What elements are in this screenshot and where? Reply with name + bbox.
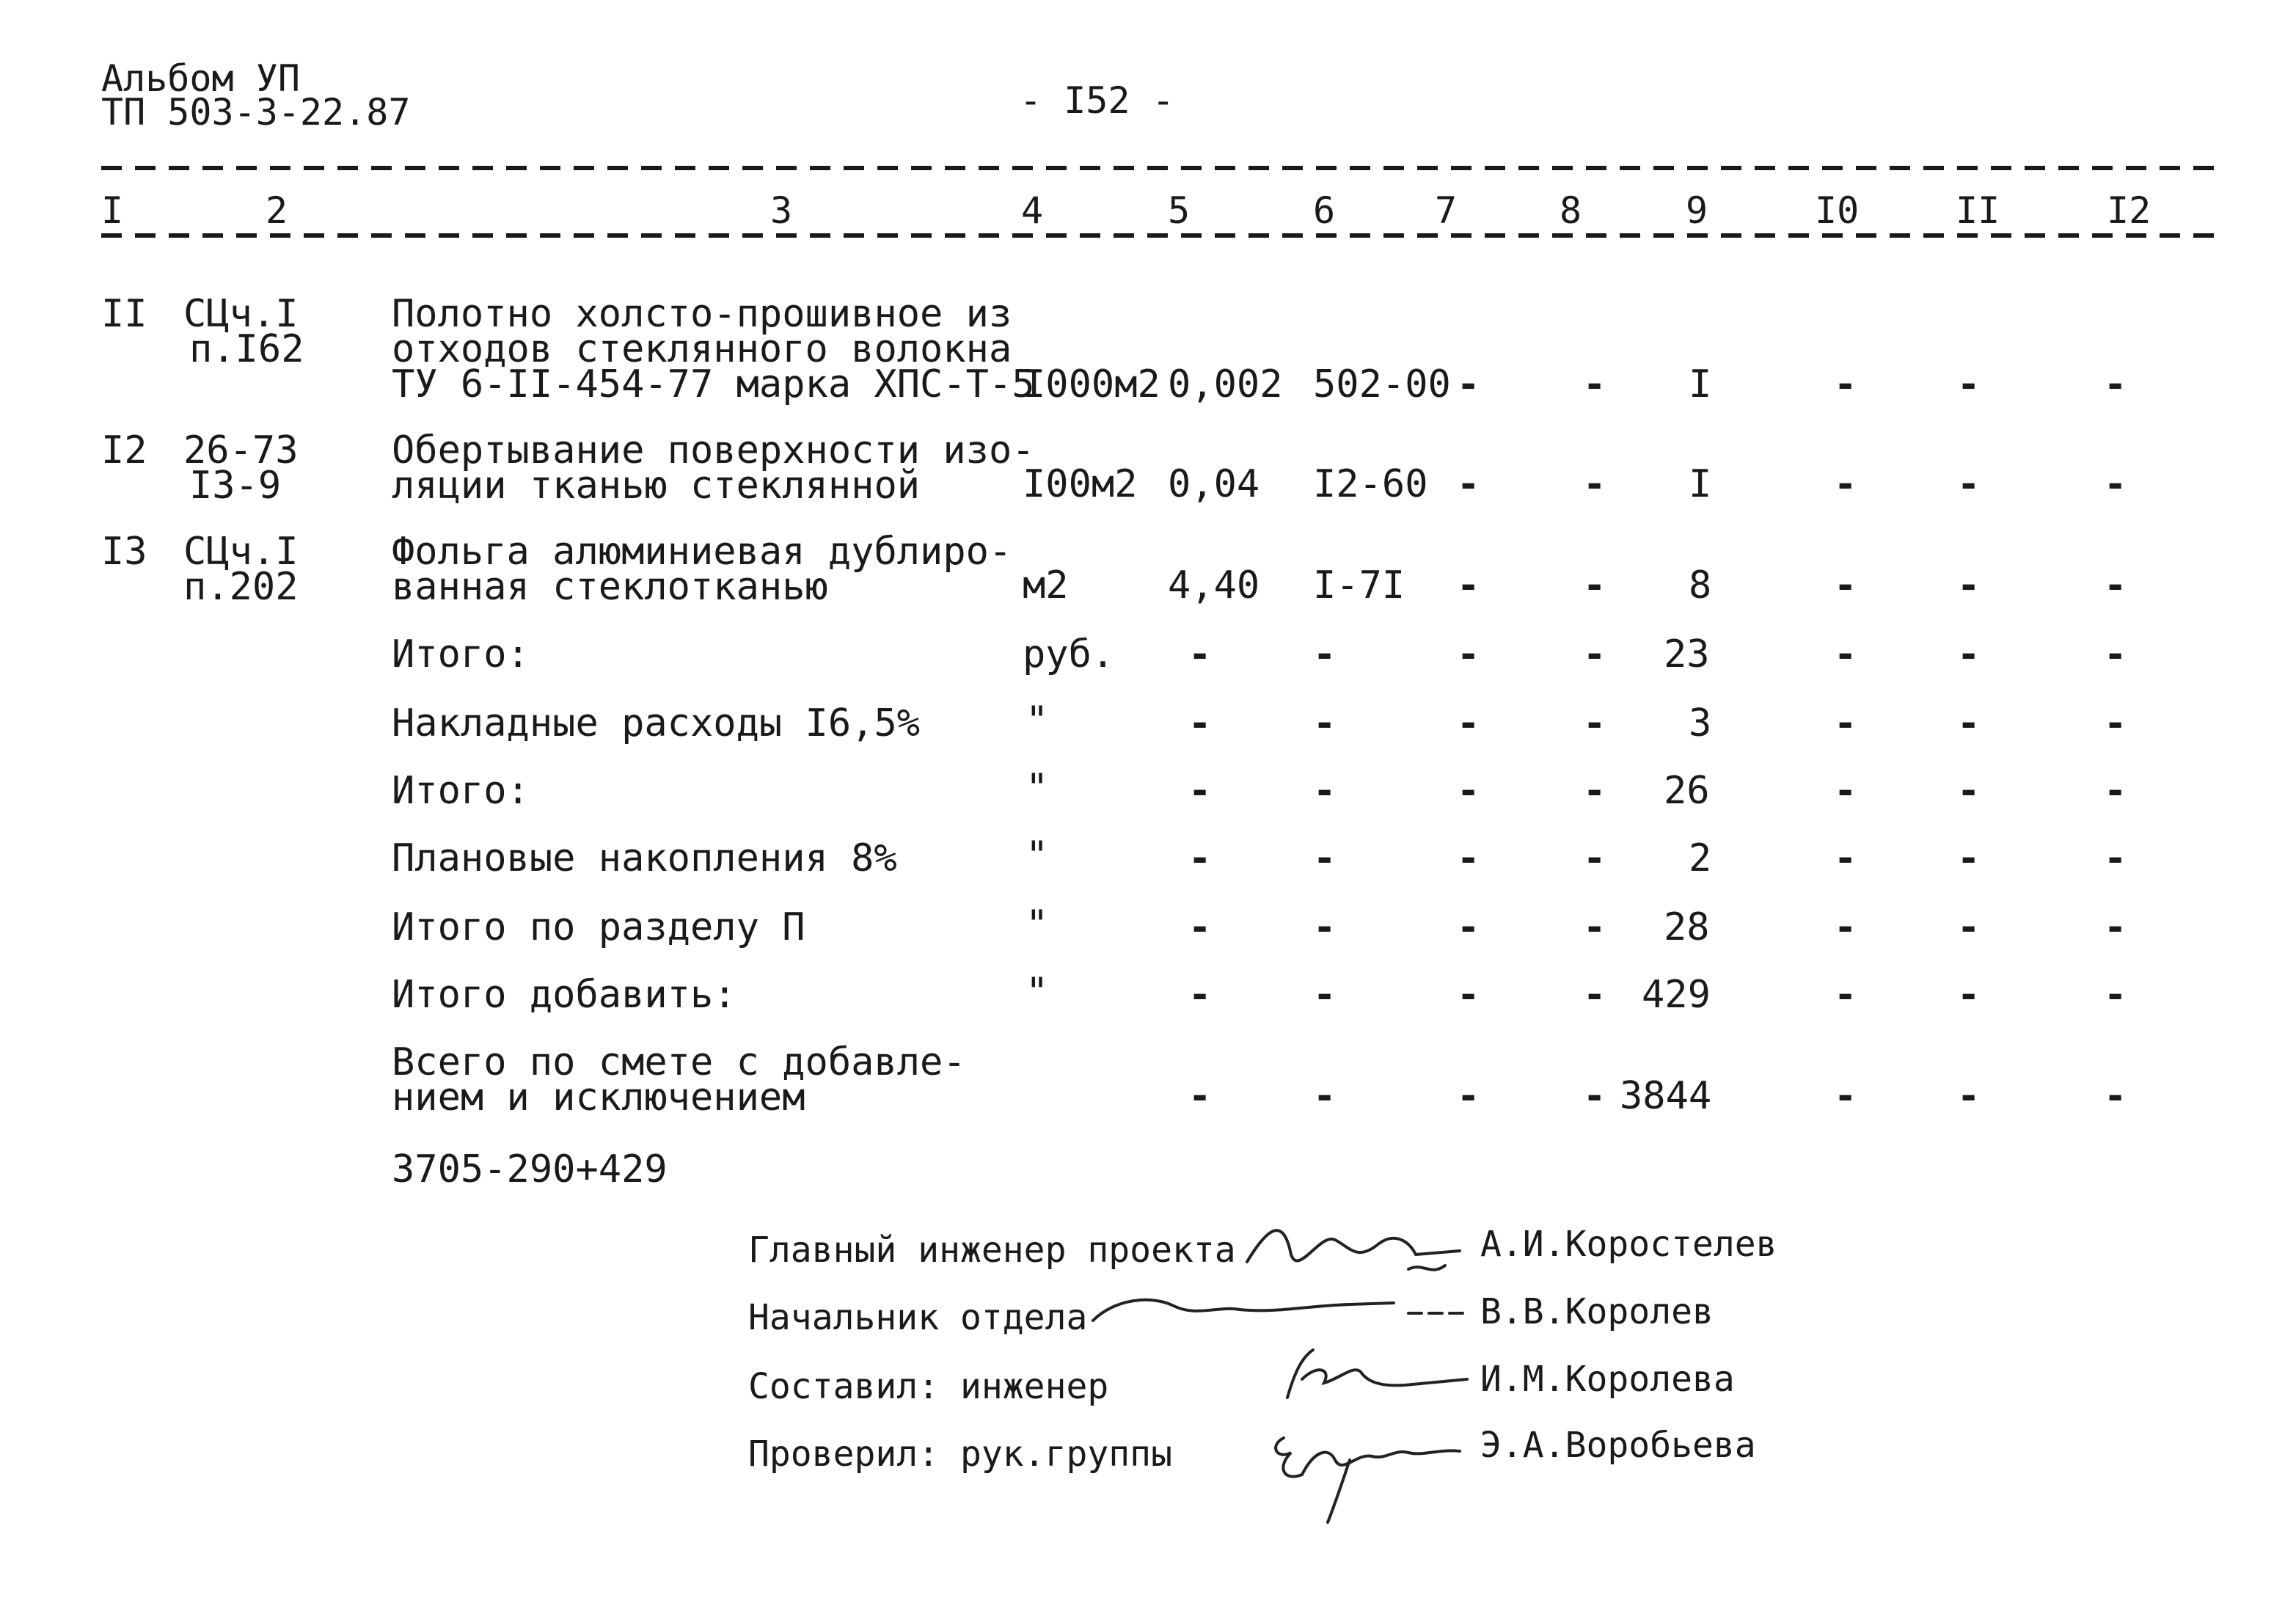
row-description: ТУ 6-II-454-77 марка ХПС-Т-5 bbox=[392, 362, 1035, 406]
row-quantity: 0,002 bbox=[1168, 362, 1283, 406]
summary-col8: - bbox=[1583, 973, 1606, 1017]
summary-col10: - bbox=[1834, 1074, 1857, 1118]
column-number: II bbox=[1956, 189, 2000, 232]
summary-col7: - bbox=[1457, 632, 1480, 676]
summary-label: Итого добавить: bbox=[392, 973, 736, 1017]
summary-col5: - bbox=[1188, 632, 1212, 676]
row-code: п.I62 bbox=[189, 327, 304, 371]
column-number: I2 bbox=[2107, 189, 2151, 232]
row-unit: м2 bbox=[1023, 563, 1069, 607]
summary-col6: - bbox=[1313, 701, 1337, 745]
summary-col8: - bbox=[1583, 905, 1606, 949]
signature-name: Э.А.Воробьева bbox=[1480, 1425, 1756, 1466]
summary-col10: - bbox=[1834, 632, 1857, 676]
signature-role: Составил: инженер bbox=[748, 1366, 1109, 1407]
column-number: 3 bbox=[770, 189, 793, 232]
summary-col6: - bbox=[1313, 905, 1337, 949]
summary-col10: - bbox=[1834, 836, 1857, 880]
summary-col8: - bbox=[1583, 632, 1606, 676]
summary-col5: - bbox=[1188, 701, 1212, 745]
row-col11: - bbox=[1957, 362, 1981, 406]
summary-label: нием и исключением bbox=[392, 1076, 805, 1120]
signature-role: Проверил: рук.группы bbox=[748, 1434, 1172, 1475]
summary-col5: - bbox=[1188, 836, 1212, 880]
row-code: п.202 bbox=[183, 565, 299, 609]
row-col10: - bbox=[1834, 462, 1857, 506]
row-description: ляции тканью стеклянной bbox=[392, 464, 921, 508]
summary-col7: - bbox=[1457, 973, 1480, 1017]
summary-col10: - bbox=[1834, 701, 1857, 745]
summary-col7: - bbox=[1457, 836, 1480, 880]
summary-col7: - bbox=[1457, 905, 1480, 949]
row-quantity: 4,40 bbox=[1168, 563, 1260, 607]
row-col8: - bbox=[1583, 462, 1606, 506]
row-number: I3 bbox=[101, 530, 147, 574]
row-col9: I bbox=[1689, 462, 1712, 506]
header-top-rule bbox=[101, 166, 2214, 170]
summary-col8: - bbox=[1583, 701, 1606, 745]
row-price: 502-00 bbox=[1313, 362, 1451, 406]
row-col10: - bbox=[1834, 563, 1857, 607]
row-col8: - bbox=[1583, 362, 1606, 406]
row-col9: I bbox=[1689, 362, 1712, 406]
row-unit: I00м2 bbox=[1023, 462, 1138, 506]
row-col12: - bbox=[2104, 362, 2127, 406]
summary-col5: - bbox=[1188, 973, 1212, 1017]
column-number: 2 bbox=[266, 189, 288, 232]
column-number: 7 bbox=[1435, 189, 1458, 232]
row-description: Обертывание поверхности изо- bbox=[392, 428, 1035, 472]
summary-col8: - bbox=[1583, 836, 1606, 880]
row-col12: - bbox=[2104, 563, 2127, 607]
row-col8: - bbox=[1583, 563, 1606, 607]
row-code: 26-73 bbox=[183, 428, 299, 472]
summary-col5: - bbox=[1188, 905, 1212, 949]
row-col7: - bbox=[1457, 462, 1480, 506]
signature-name: В.В.Королев bbox=[1480, 1291, 1714, 1332]
column-number: 9 bbox=[1686, 189, 1708, 232]
summary-label: Итого: bbox=[392, 632, 530, 676]
row-unit: I000м2 bbox=[1023, 362, 1160, 406]
summary-total: 429 bbox=[1642, 973, 1711, 1017]
signature-mark bbox=[1240, 1211, 1482, 1291]
summary-col10: - bbox=[1834, 973, 1857, 1017]
summary-unit: " bbox=[1025, 833, 1049, 877]
row-col7: - bbox=[1457, 362, 1480, 406]
signature-mark bbox=[1262, 1409, 1482, 1526]
summary-label: Итого: bbox=[392, 769, 530, 813]
header-bottom-rule bbox=[101, 233, 2214, 238]
row-col11: - bbox=[1957, 563, 1981, 607]
summary-total: 28 bbox=[1664, 905, 1710, 949]
summary-col11: - bbox=[1957, 1074, 1981, 1118]
summary-col10: - bbox=[1834, 769, 1857, 813]
summary-col12: - bbox=[2104, 701, 2127, 745]
summary-col6: - bbox=[1313, 973, 1337, 1017]
row-price: I-7I bbox=[1313, 563, 1405, 607]
summary-col11: - bbox=[1957, 973, 1981, 1017]
summary-col6: - bbox=[1313, 769, 1337, 813]
summary-col6: - bbox=[1313, 632, 1337, 676]
row-description: ванная стеклотканью bbox=[392, 565, 828, 609]
summary-col7: - bbox=[1457, 701, 1480, 745]
summary-unit: " bbox=[1025, 766, 1049, 810]
summary-unit: " bbox=[1025, 970, 1049, 1014]
row-col11: - bbox=[1957, 462, 1981, 506]
column-number: I bbox=[101, 189, 124, 232]
album-title: Альбом УП bbox=[101, 57, 300, 100]
row-description: отходов стеклянного волокна bbox=[392, 327, 1012, 371]
summary-unit: " bbox=[1025, 698, 1049, 742]
summary-col6: - bbox=[1313, 836, 1337, 880]
summary-col12: - bbox=[2104, 973, 2127, 1017]
row-code: СЦч.I bbox=[183, 530, 299, 574]
summary-total: 26 bbox=[1664, 769, 1710, 813]
summary-col7: - bbox=[1457, 769, 1480, 813]
summary-col11: - bbox=[1957, 632, 1981, 676]
signature-name: И.М.Королева bbox=[1480, 1359, 1735, 1400]
signature-name: А.И.Коростелев bbox=[1480, 1224, 1777, 1265]
summary-col5: - bbox=[1188, 1074, 1212, 1118]
summary-col12: - bbox=[2104, 632, 2127, 676]
summary-col11: - bbox=[1957, 905, 1981, 949]
summary-label: Итого по разделу П bbox=[392, 905, 805, 949]
row-col10: - bbox=[1834, 362, 1857, 406]
summary-col11: - bbox=[1957, 701, 1981, 745]
row-description: Полотно холсто-прошивное из bbox=[392, 292, 1012, 336]
summary-col12: - bbox=[2104, 905, 2127, 949]
signature-mark bbox=[1086, 1284, 1467, 1343]
summary-label: Плановые накопления 8% bbox=[392, 836, 897, 880]
summary-total: 3 bbox=[1689, 701, 1712, 745]
row-col7: - bbox=[1457, 563, 1480, 607]
column-number: I0 bbox=[1815, 189, 1860, 232]
summary-col10: - bbox=[1834, 905, 1857, 949]
summary-col11: - bbox=[1957, 769, 1981, 813]
column-number: 4 bbox=[1021, 189, 1044, 232]
summary-col12: - bbox=[2104, 1074, 2127, 1118]
column-number: 8 bbox=[1560, 189, 1582, 232]
document-code: ТП 503-3-22.87 bbox=[101, 91, 411, 134]
signature-role: Главный инженер проекта bbox=[748, 1230, 1236, 1271]
calculation-formula: 3705-290+429 bbox=[392, 1147, 668, 1191]
row-number: I2 bbox=[101, 428, 147, 472]
row-col9: 8 bbox=[1689, 563, 1712, 607]
column-number: 6 bbox=[1313, 189, 1336, 232]
summary-col8: - bbox=[1583, 769, 1606, 813]
row-quantity: 0,04 bbox=[1168, 462, 1260, 506]
summary-col7: - bbox=[1457, 1074, 1480, 1118]
summary-unit: " bbox=[1025, 902, 1049, 946]
summary-unit: руб. bbox=[1023, 632, 1115, 676]
summary-label: Накладные расходы I6,5% bbox=[392, 701, 921, 745]
row-col12: - bbox=[2104, 462, 2127, 506]
summary-col11: - bbox=[1957, 836, 1981, 880]
page-number: - I52 - bbox=[1020, 79, 1174, 122]
summary-label: Всего по смете с добавле- bbox=[392, 1040, 966, 1084]
summary-total: 23 bbox=[1664, 632, 1710, 676]
row-price: I2-60 bbox=[1313, 462, 1428, 506]
signature-role: Начальник отдела bbox=[748, 1297, 1088, 1338]
row-number: II bbox=[101, 292, 147, 336]
row-code: СЦч.I bbox=[183, 292, 299, 336]
summary-total: 2 bbox=[1689, 836, 1712, 880]
summary-col5: - bbox=[1188, 769, 1212, 813]
summary-col6: - bbox=[1313, 1074, 1337, 1118]
column-number: 5 bbox=[1168, 189, 1191, 232]
row-code: I3-9 bbox=[189, 464, 282, 508]
summary-col12: - bbox=[2104, 836, 2127, 880]
row-description: Фольга алюминиевая дублиро- bbox=[392, 530, 1012, 574]
summary-total: 3844 bbox=[1620, 1074, 1712, 1118]
signature-mark bbox=[1273, 1335, 1478, 1409]
summary-col12: - bbox=[2104, 769, 2127, 813]
summary-col8: - bbox=[1583, 1074, 1606, 1118]
